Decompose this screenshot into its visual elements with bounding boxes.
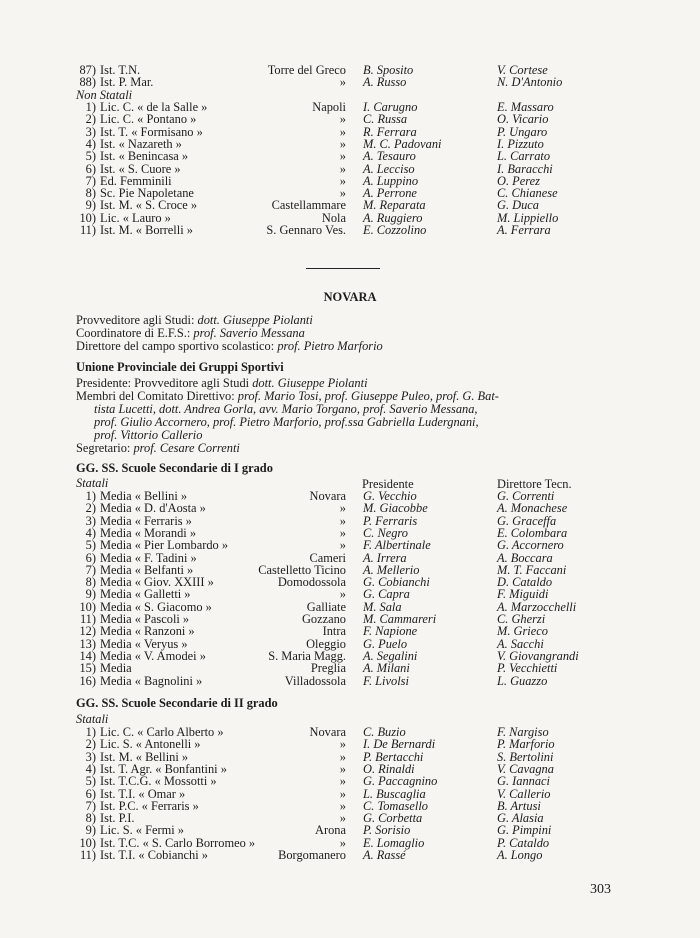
union-president <box>76 377 368 389</box>
school-president: A. Lecciso <box>363 161 415 176</box>
school-name: Media « Ferraris » <box>100 513 192 528</box>
school-director: I. Baracchi <box>497 161 553 176</box>
row-number: 9) <box>85 198 96 213</box>
school-president: C. Negro <box>363 525 408 540</box>
school-director: I. Pizzuto <box>497 136 544 151</box>
school-name: Ist. T.C.G. « Mossotti » <box>100 774 217 789</box>
school-president: A. Luppino <box>363 173 419 188</box>
row-number: 3) <box>85 124 96 139</box>
school-name: Media « Veryus » <box>100 636 188 651</box>
school-president: A. Irrera <box>363 550 407 565</box>
row-number: 1) <box>85 489 96 503</box>
school-name: Ist. T.N. <box>100 63 141 77</box>
column-header-direttore: Direttore Tecn. <box>497 477 572 491</box>
row-number: 13) <box>79 636 96 651</box>
school-city: » <box>339 786 346 801</box>
school-city: Oleggio <box>306 636 346 651</box>
school-name: Ist. T. Agr. « Bonfantini » <box>100 761 227 776</box>
school-director: G. Duca <box>497 198 539 213</box>
school-city: » <box>339 149 346 164</box>
school-name: Media « V. Amodei » <box>100 648 206 663</box>
row-number: 6) <box>85 550 96 565</box>
school-city: » <box>339 835 346 850</box>
school-president: F. Napione <box>363 624 418 639</box>
school-city: Domodossola <box>277 575 346 590</box>
school-name: Ist. M. « S. Croce » <box>100 198 198 213</box>
school-name: Lic. C. « Carlo Alberto » <box>100 725 224 739</box>
school-name: Ist. T.I. « Omar » <box>100 786 186 801</box>
union-heading: Unione Provinciale dei Gruppi Sportivi <box>76 360 284 374</box>
school-president: A. Milani <box>363 661 410 676</box>
school-president: C. Russa <box>363 112 408 127</box>
committee-line <box>94 429 202 441</box>
school-name: Lic. C. « Pontano » <box>100 112 197 127</box>
school-director: G. Accornero <box>497 538 564 553</box>
row-number: 2) <box>85 112 96 127</box>
school-director: G. Graceffa <box>497 513 557 528</box>
row-number: 3) <box>85 513 96 528</box>
school-name: Lic. « Lauro » <box>100 210 171 225</box>
row-number: 9) <box>85 587 96 602</box>
school-name: Media « Bellini » <box>100 489 188 503</box>
official-provveditore <box>76 314 313 326</box>
school-director: P. Vecchietti <box>497 661 558 676</box>
school-city: Borgomanero <box>278 848 346 862</box>
page-number: 303 <box>590 882 611 897</box>
school-director: V. Giovangrandi <box>497 648 579 663</box>
school-city: » <box>339 587 346 602</box>
school-director: E. Massaro <box>497 100 554 114</box>
row-number: 5) <box>85 774 96 789</box>
row-number: 9) <box>85 823 96 838</box>
school-president: G. Paccagnino <box>363 774 438 789</box>
school-name: Media « S. Giacomo » <box>100 599 212 614</box>
school-director: L. Guazzo <box>497 673 548 688</box>
row-number: 87) <box>79 63 96 77</box>
row-number: 11) <box>79 223 96 237</box>
school-president: C. Tomasello <box>363 798 428 813</box>
school-president: F. Livolsi <box>363 673 409 688</box>
school-name: Lic. S. « Fermi » <box>100 823 184 838</box>
school-city: Villadossola <box>284 673 346 688</box>
school-name: Media « Bagnolini » <box>100 673 203 688</box>
school-director: P. Ungaro <box>497 124 548 139</box>
school-president: L. Buscaglia <box>363 786 426 801</box>
row-number: 8) <box>85 186 96 201</box>
row-number: 4) <box>85 761 96 776</box>
school-president: E. Lomaglio <box>363 835 425 850</box>
school-name: Ist. T. « Formisano » <box>100 124 203 139</box>
row-number: 8) <box>85 575 96 590</box>
school-city: » <box>339 173 346 188</box>
school-president: M. Sala <box>363 599 402 614</box>
official-name: dott. Giuseppe Piolanti <box>197 313 313 327</box>
row-number: 5) <box>85 149 96 164</box>
table-row <box>0 224 700 237</box>
school-director: D. Cataldo <box>497 575 553 590</box>
school-city: Napoli <box>312 100 346 114</box>
school-director: A. Boccara <box>497 550 553 565</box>
school-name: Lic. S. « Antonelli » <box>100 737 201 752</box>
row-number: 7) <box>85 173 96 188</box>
school-name: Media « Pier Lombardo » <box>100 538 229 553</box>
official-direttore <box>76 340 383 352</box>
school-city: S. Gennaro Ves. <box>266 223 346 237</box>
official-role: Provveditore agli Studi: <box>76 313 195 327</box>
school-president: B. Sposito <box>363 63 414 77</box>
school-president: G. Puelo <box>363 636 408 651</box>
non-statali-label: Non Statali <box>76 88 133 102</box>
row-number: 10) <box>79 599 96 614</box>
school-president: P. Ferraris <box>363 513 418 528</box>
school-director: F. Nargiso <box>497 725 549 739</box>
school-city: » <box>339 798 346 813</box>
school-name: Media « D. d'Aosta » <box>100 501 206 516</box>
school-director: A. Ferrara <box>497 223 551 237</box>
row-number: 1) <box>85 100 96 114</box>
row-number: 14) <box>79 648 96 663</box>
school-name: Ist. P.C. « Ferraris » <box>100 798 199 813</box>
school-city: » <box>339 737 346 752</box>
school-city: » <box>339 811 346 826</box>
school-director: V. Cavagna <box>497 761 554 776</box>
school-president: I. Carugno <box>363 100 418 114</box>
school-name: Ist. « Nazareth » <box>100 136 182 151</box>
school-president: C. Buzio <box>363 725 406 739</box>
row-number: 15) <box>79 661 96 676</box>
grado2-statali-label: Statali <box>76 712 109 726</box>
school-president: A. Perrone <box>363 186 417 201</box>
school-name: Lic. C. « de la Salle » <box>100 100 208 114</box>
committee-line: prof. Mario Tosi, prof. Giuseppe Puleo, prof. G. Bat- <box>237 389 499 403</box>
school-director: M. Grieco <box>497 624 548 639</box>
school-director: B. Artusi <box>497 798 541 813</box>
school-director: C. Gherzi <box>497 612 546 626</box>
school-president: G. Cobianchi <box>363 575 430 590</box>
school-name: Media « Pascoli » <box>100 612 190 626</box>
school-name: Ist. T.I. « Cobianchi » <box>100 848 208 862</box>
school-name: Media <box>100 661 132 676</box>
school-city: » <box>339 749 346 764</box>
table-row <box>0 849 700 862</box>
school-director: F. Miguidi <box>497 587 549 602</box>
school-city: » <box>339 186 346 201</box>
school-director: G. Iannaci <box>497 774 550 789</box>
school-city: » <box>339 161 346 176</box>
school-city: Cameri <box>309 550 346 565</box>
school-director: A. Marzocchelli <box>497 599 577 614</box>
school-president: G. Vecchio <box>363 489 417 503</box>
row-number: 11) <box>79 612 96 626</box>
school-director: E. Colombara <box>497 525 568 540</box>
school-president: G. Capra <box>363 587 410 602</box>
school-city: Intra <box>322 624 346 639</box>
school-city: Castelletto Ticino <box>258 562 346 577</box>
school-city: » <box>339 75 346 90</box>
school-president: M. Reparata <box>363 198 426 213</box>
school-city: Gozzano <box>301 612 346 626</box>
school-city: » <box>339 525 346 540</box>
school-president: M. C. Padovani <box>363 136 442 151</box>
school-president: P. Sorisio <box>363 823 411 838</box>
school-name: Media « F. Tadini » <box>100 550 197 565</box>
school-director: P. Cataldo <box>497 835 550 850</box>
school-city: » <box>339 513 346 528</box>
row-number: 4) <box>85 525 96 540</box>
school-city: Galliate <box>306 599 346 614</box>
school-name: Ist. « S. Cuore » <box>100 161 181 176</box>
school-name: Sc. Pie Napoletane <box>100 186 194 201</box>
row-number: 7) <box>85 798 96 813</box>
school-city: » <box>339 136 346 151</box>
school-president: O. Rinaldi <box>363 761 415 776</box>
school-president: E. Cozzolino <box>363 223 427 237</box>
official-coordinatore <box>76 327 305 339</box>
row-number: 4) <box>85 136 96 151</box>
school-city: » <box>339 124 346 139</box>
committee-line-text: tista Lucetti, dott. Andrea Gorla, avv. Mario Torgano, prof. Saverio Messana, <box>94 402 478 416</box>
row-number: 16) <box>79 673 96 688</box>
school-name: Media « Belfanti » <box>100 562 194 577</box>
school-president: A. Mellerio <box>363 562 420 577</box>
school-president: A. Russo <box>363 75 407 90</box>
section-divider <box>306 268 380 269</box>
school-director: L. Carrato <box>497 149 551 164</box>
school-president: A. Segalini <box>363 648 418 663</box>
row-number: 1) <box>85 725 96 739</box>
union-committee <box>76 390 499 402</box>
committee-line-text: prof. Giulio Accornero, prof. Pietro Marforio, prof.ssa Gabriella Ludergnani, <box>94 415 479 429</box>
school-director: G. Alasia <box>497 811 544 826</box>
secretary-label: Segretario: <box>76 441 131 455</box>
school-president: G. Corbetta <box>363 811 423 826</box>
school-city: » <box>339 501 346 516</box>
school-city: Preglia <box>310 661 346 676</box>
committee-line <box>94 416 479 428</box>
grado1-heading: GG. SS. Scuole Secondarie di I grado <box>76 461 273 475</box>
secretary-name: prof. Cesare Correnti <box>133 441 240 455</box>
official-name: prof. Saverio Messana <box>193 326 305 340</box>
school-city: Castellammare <box>271 198 346 213</box>
committee-line-text: prof. Vittorio Callerio <box>94 428 203 442</box>
school-president: I. De Bernardi <box>363 737 436 752</box>
school-director: V. Callerio <box>497 786 551 801</box>
school-president: A. Ruggiero <box>363 210 423 225</box>
school-president: F. Albertinale <box>363 538 431 553</box>
school-city: » <box>339 112 346 127</box>
school-city: » <box>339 538 346 553</box>
school-director: S. Bertolini <box>497 749 554 764</box>
row-number: 2) <box>85 737 96 752</box>
row-number: 3) <box>85 749 96 764</box>
table-row <box>0 675 700 688</box>
school-president: R. Ferrara <box>363 124 417 139</box>
school-president: M. Cammareri <box>363 612 437 626</box>
committee-line <box>94 403 478 415</box>
row-number: 6) <box>85 786 96 801</box>
row-number: 10) <box>79 835 96 850</box>
school-director: M. Lippiello <box>497 210 559 225</box>
grado1-statali-label: Statali <box>76 476 109 490</box>
row-number: 12) <box>79 624 96 639</box>
school-director: A. Monachese <box>497 501 568 516</box>
school-president: A. Rassé <box>363 848 406 862</box>
school-name: Media « Giov. XXIII » <box>100 575 214 590</box>
official-name: prof. Pietro Marforio <box>277 339 383 353</box>
school-director: O. Vicario <box>497 112 549 127</box>
school-president: A. Tesauro <box>363 149 416 164</box>
column-header-presidente: Presidente <box>362 477 414 491</box>
school-name: Ed. Femminili <box>100 173 172 188</box>
row-number: 2) <box>85 501 96 516</box>
school-city: Novara <box>309 725 346 739</box>
official-role: Direttore del campo sportivo scolastico: <box>76 339 275 353</box>
union-secretary <box>76 442 240 454</box>
row-number: 11) <box>79 848 96 862</box>
school-name: Media « Ranzoni » <box>100 624 195 639</box>
school-director: N. D'Antonio <box>497 75 563 90</box>
school-name: Ist. T.C. « S. Carlo Borromeo » <box>100 835 256 850</box>
school-president: P. Bertacchi <box>363 749 424 764</box>
school-director: G. Correnti <box>497 489 555 503</box>
school-name: Ist. P.I. <box>100 811 135 826</box>
president-name: dott. Giuseppe Piolanti <box>252 376 368 390</box>
school-director: M. T. Faccani <box>497 562 567 577</box>
school-city: Novara <box>309 489 346 503</box>
committee-label: Membri del Comitato Direttivo: <box>76 389 235 403</box>
row-number: 5) <box>85 538 96 553</box>
row-number: 6) <box>85 161 96 176</box>
school-name: Media « Morandi » <box>100 525 197 540</box>
school-director: A. Longo <box>497 848 543 862</box>
school-name: Ist. M. « Borrelli » <box>100 223 193 237</box>
school-city: S. Maria Magg. <box>268 648 346 663</box>
school-director: G. Pimpini <box>497 823 552 838</box>
school-name: Media « Galletti » <box>100 587 191 602</box>
section-title-novara: NOVARA <box>323 290 377 304</box>
school-director: C. Chianese <box>497 186 558 201</box>
school-name: Ist. M. « Bellini » <box>100 749 189 764</box>
grado2-heading: GG. SS. Scuole Secondarie di II grado <box>76 696 278 710</box>
official-role: Coordinatore di E.F.S.: <box>76 326 191 340</box>
school-city: Nola <box>321 210 346 225</box>
school-city: » <box>339 774 346 789</box>
school-name: Ist. « Benincasa » <box>100 149 189 164</box>
school-director: A. Sacchi <box>497 636 544 651</box>
school-city: » <box>339 761 346 776</box>
school-name: Ist. P. Mar. <box>100 75 154 90</box>
school-director: O. Perez <box>497 173 540 188</box>
school-city: Torre del Greco <box>267 63 346 77</box>
school-president: M. Giacobbe <box>363 501 428 516</box>
school-director: P. Marforio <box>497 737 555 752</box>
president-label: Presidente: Provveditore agli Studi <box>76 376 250 390</box>
school-city: Arona <box>315 823 346 838</box>
row-number: 7) <box>85 562 96 577</box>
row-number: 88) <box>79 75 96 90</box>
row-number: 10) <box>79 210 96 225</box>
school-director: V. Cortese <box>497 63 548 77</box>
row-number: 8) <box>85 811 96 826</box>
